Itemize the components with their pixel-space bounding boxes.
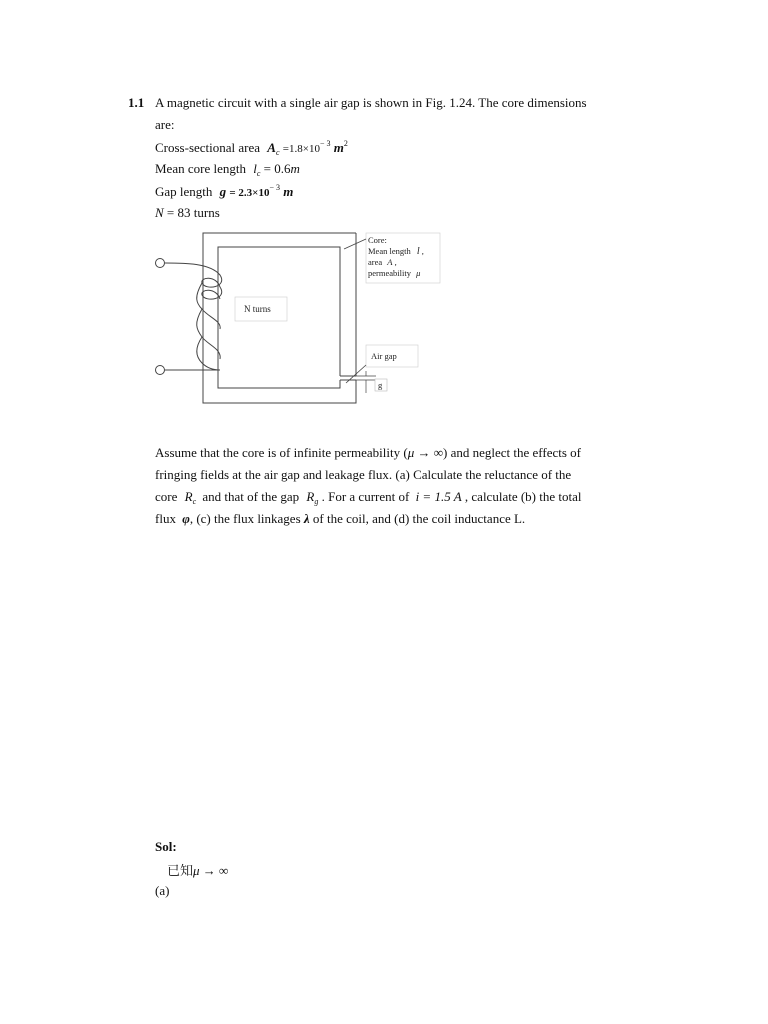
rg-symbol: R [306,489,315,504]
rc-symbol: R [184,489,193,504]
gap-value: = 2.3×10 [229,187,270,199]
area-unit: m [333,140,344,155]
length-symbol: l [253,161,257,176]
area-label: Cross-sectional area [155,140,261,155]
core-mean-length-end: , [421,246,424,256]
gap-exp: − 3 [269,183,280,192]
core-permeability-sym: μ [416,268,421,278]
assume-line2: fringing fields at the air gap and leakage flux. (a) Calculate the reluctance of the [155,467,572,482]
assume-line3-c: . For a current of [321,489,410,504]
phi-symbol: φ [182,511,190,526]
solution-part-a: (a) [155,883,170,898]
core-area-text: area [368,257,383,267]
turns-symbol: N [155,205,164,220]
problem-number: 1.1 [128,95,145,110]
area-symbol: A [267,140,276,155]
assume-line1-b: ) and neglect the effects of [443,445,582,460]
assume-line3-a: core [155,489,178,504]
turns-line [155,205,220,221]
core-permeability-text: permeability [368,268,411,278]
gap-line [155,183,293,200]
solution-known [167,860,228,879]
core-area-end: , [394,257,397,267]
area-sub: c [275,148,280,157]
gap-symbol: g [219,184,227,199]
gap-unit: m [283,184,294,199]
core-permeability [368,268,420,278]
assume-line4-b: , (c) the flux linkages [189,511,301,526]
gap-label: Gap length [155,184,213,199]
area-line [155,139,348,157]
assume-line3 [155,489,582,506]
core-pointer [344,239,366,249]
coil-winding [165,263,222,370]
problem-intro-line2: are: [155,117,175,132]
airgap-label: Air gap [371,351,397,361]
area-exp: − 3 [319,139,331,148]
assume-line1-math: μ → ∞ [407,445,444,460]
assume-line1-a: Assume that the core is of infinite permeability ( [155,445,408,460]
assume-line4 [155,511,525,527]
terminal-bottom [156,366,165,375]
length-unit: m [290,161,300,176]
assume-line4-a: flux [155,511,176,526]
area-unit-exp: 2 [343,139,348,148]
rc-sub: c [192,497,197,506]
assume-line1 [155,445,581,461]
solution-known-math: μ → ∞ [193,863,229,878]
turns-label: N turns [244,304,271,314]
solution-known-text: 已知 [167,864,194,879]
core-label: Core: [368,235,387,245]
assume-line3-b: and that of the gap [202,489,300,504]
length-line [155,161,300,178]
lambda-symbol: λ [303,511,310,526]
rg-sub: g [314,497,319,506]
core-mean-length-sym: l [416,246,420,257]
problem-intro-line1: A magnetic circuit with a single air gap is shown in Fig. 1.24. The core dimensions [155,95,587,110]
length-value: = 0.6 [263,161,291,176]
magnetic-circuit-figure [150,225,424,415]
length-sub: c [256,169,261,178]
solution-heading: Sol: [155,839,177,854]
core-area [368,257,397,267]
assume-line3-d: , calculate (b) the total [464,489,582,504]
assume-line4-c: of the coil, and (d) the coil inductance L. [312,511,526,526]
terminal-top [156,259,165,268]
core-mean-length-text: Mean length [368,246,411,256]
core-area-sym: A [387,257,393,267]
area-value: =1.8×10 [282,143,320,155]
current-eq: i = 1.5 A [415,489,462,504]
length-label: Mean core length [155,161,246,176]
gap-mark: g [378,380,383,390]
turns-value: = 83 turns [166,205,220,220]
